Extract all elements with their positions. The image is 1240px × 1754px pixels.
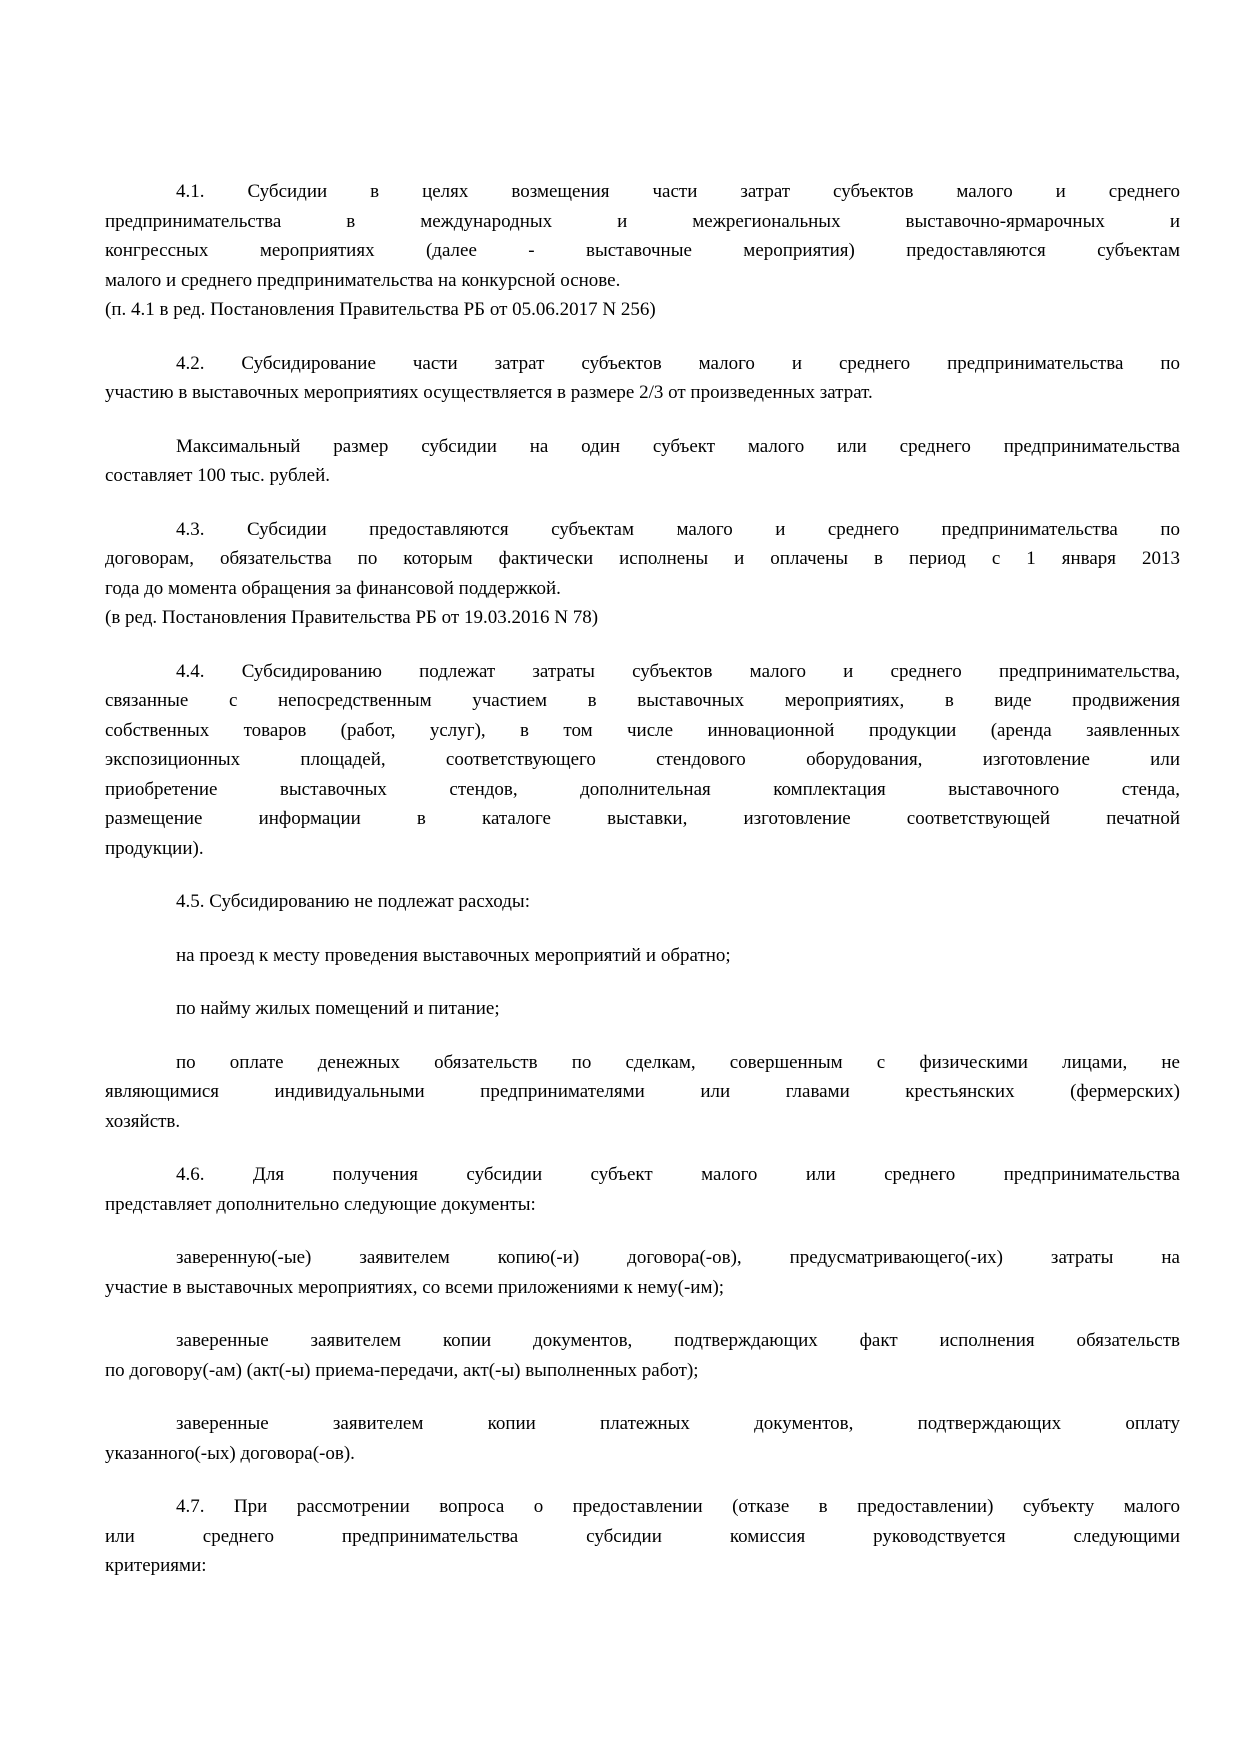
clause-4-1 [105, 177, 1180, 295]
text-line: экспозиционных площадей, соответствующего стендового оборудования, изготовление или [105, 749, 1180, 770]
clause-4-4 [105, 657, 1180, 864]
text-line: заверенную(-ые) заявителем копию(-и) договора(-ов), предусматривающего(-их) затраты на [176, 1247, 1180, 1268]
clause-4-5-item-payments [105, 1048, 1180, 1137]
text-line: по оплате денежных обязательств по сделкам, совершенным с физическими лицами, не [176, 1051, 1180, 1073]
text-line: продукции). [105, 837, 204, 859]
clause-4-6 [105, 1160, 1180, 1219]
text-line: являющимися индивидуальными предпринимателями или главами крестьянских (фермерских) [105, 1081, 1180, 1102]
text-line: 4.2. Субсидирование части затрат субъектов малого и среднего предпринимательства по [176, 352, 1180, 374]
text-line: заверенные заявителем копии платежных документов, подтверждающих оплату [176, 1413, 1180, 1434]
text-line: конгрессных мероприятиях (далее - выставочные мероприятия) предоставляются субъектам [105, 240, 1180, 261]
text-line: 4.3. Субсидии предоставляются субъектам малого и среднего предпринимательства по [176, 518, 1180, 540]
clause-4-5-item-travel [105, 941, 1180, 971]
clause-4-5-item-lodging [105, 994, 1180, 1024]
clause-4-6-item-fulfillment-docs [105, 1326, 1180, 1385]
text-line: участие в выставочных мероприятиях, со всеми приложениями к нему(-им); [105, 1276, 725, 1298]
text-line: 4.6. Для получения субсидии субъект малого или среднего предпринимательства [176, 1164, 1180, 1185]
text-line: (п. 4.1 в ред. Постановления Правительства РБ от 05.06.2017 N 256) [105, 299, 656, 320]
text-line: 4.5. Субсидированию не подлежат расходы: [176, 891, 530, 912]
text-line: (в ред. Постановления Правительства РБ от 19.03.2016 N 78) [105, 607, 599, 628]
text-line: предпринимательства в международных и межрегиональных выставочно-ярмарочных и [105, 210, 1180, 232]
text-line: по договору(-ам) (акт(-ы) приема-передачи, акт(-ы) выполненных работ); [105, 1359, 699, 1381]
text-line: участию в выставочных мероприятиях осуществляется в размере 2/3 от произведенных затрат. [105, 382, 873, 403]
text-line: критериями: [105, 1555, 207, 1576]
text-line: на проезд к месту проведения выставочных мероприятий и обратно; [176, 944, 731, 966]
edit-note-4-1 [105, 295, 1180, 325]
text-line: указанного(-ых) договора(-ов). [105, 1442, 355, 1464]
text-line: или среднего предпринимательства субсидии комиссия руководствуется следующими [105, 1525, 1180, 1547]
document-body [105, 177, 1180, 1581]
clause-4-6-item-payment-docs [105, 1409, 1180, 1468]
clause-4-7 [105, 1492, 1180, 1581]
text-line: составляет 100 тыс. рублей. [105, 465, 331, 486]
clause-4-2 [105, 349, 1180, 408]
text-line: года до момента обращения за финансовой поддержкой. [105, 577, 561, 599]
text-line: 4.1. Субсидии в целях возмещения части затрат субъектов малого и среднего [176, 181, 1180, 202]
text-line: размещение информации в каталоге выставки, изготовление соответствующей печатной [105, 808, 1180, 829]
clause-4-5 [105, 887, 1180, 917]
text-line: заверенные заявителем копии документов, подтверждающих факт исполнения обязательств [176, 1330, 1180, 1351]
edit-note-4-3 [105, 603, 1180, 633]
text-line: 4.4. Субсидированию подлежат затраты субъектов малого и среднего предпринимательства, [176, 660, 1180, 682]
text-line: хозяйств. [105, 1110, 181, 1132]
text-line: приобретение выставочных стендов, дополнительная комплектация выставочного стенда, [105, 778, 1180, 800]
text-line: Максимальный размер субсидии на один субъект малого или среднего предпринимательства [176, 435, 1180, 457]
text-line: связанные с непосредственным участием в выставочных мероприятиях, в виде продвижения [105, 690, 1180, 711]
text-line: 4.7. При рассмотрении вопроса о предоставлении (отказе в предоставлении) субъекту малого [176, 1496, 1180, 1517]
text-line: по найму жилых помещений и питание; [176, 998, 500, 1019]
clause-4-6-item-contract-copy [105, 1243, 1180, 1302]
clause-4-2-max-size [105, 432, 1180, 491]
text-line: собственных товаров (работ, услуг), в том числе инновационной продукции (аренда заявленных [105, 719, 1180, 741]
text-line: представляет дополнительно следующие документы: [105, 1193, 536, 1215]
text-line: малого и среднего предпринимательства на конкурсной основе. [105, 269, 621, 291]
text-line: договорам, обязательства по которым фактически исполнены и оплачены в период с 1 января 2013 [105, 548, 1180, 569]
clause-4-3 [105, 515, 1180, 604]
